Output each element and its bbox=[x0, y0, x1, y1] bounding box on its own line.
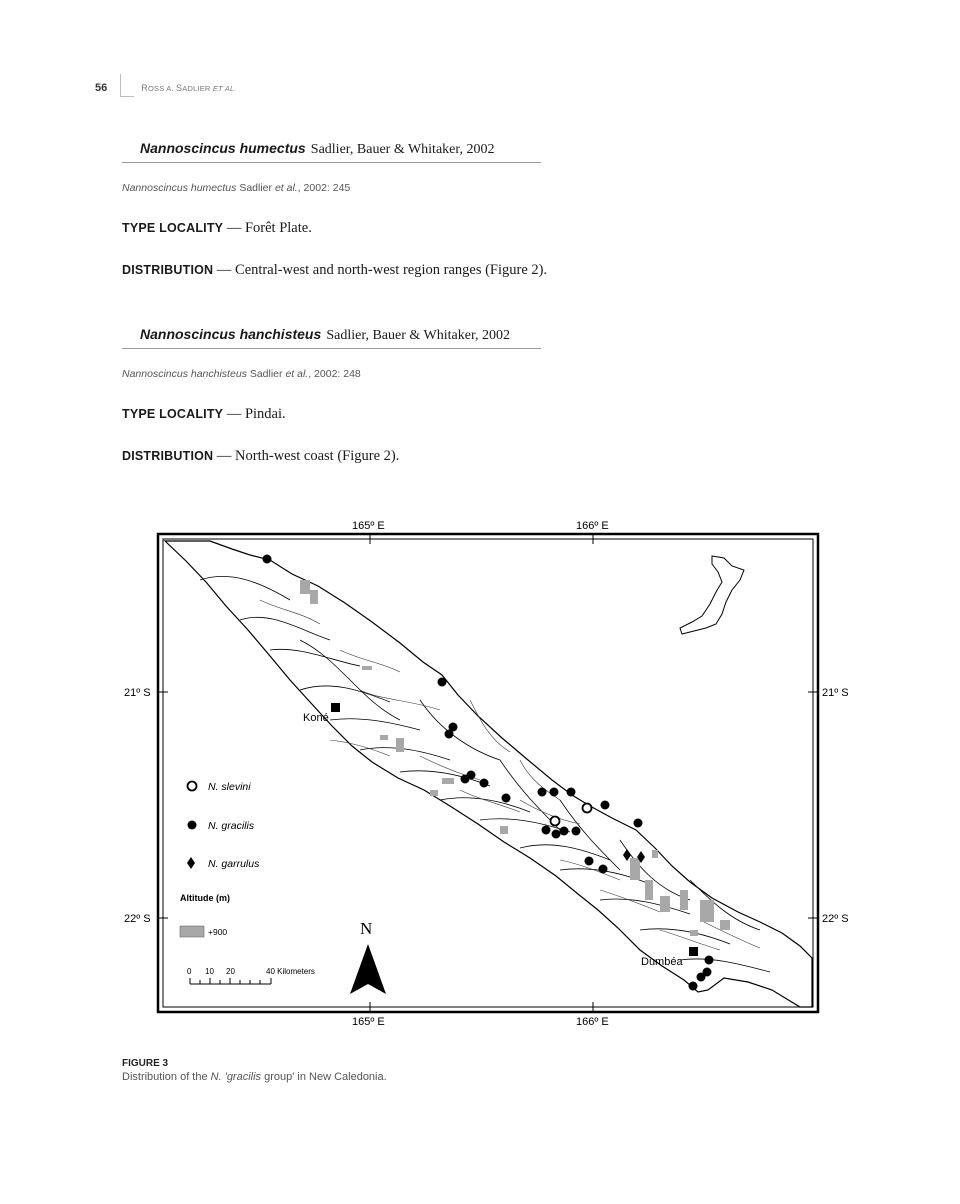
citation-humectus bbox=[122, 182, 350, 194]
running-head-last: ADLIER bbox=[182, 84, 211, 93]
figure-label: FIGURE 3 bbox=[122, 1058, 169, 1069]
gracilis-record bbox=[572, 827, 581, 836]
north-label: N bbox=[360, 919, 373, 938]
tick-label-right: 21º S bbox=[822, 687, 849, 699]
scale-label: 40 Kilometers bbox=[266, 967, 315, 976]
citation-author: Sadlier bbox=[246, 368, 286, 380]
running-head bbox=[141, 83, 236, 93]
species-heading-hanchisteus bbox=[122, 324, 541, 349]
type-locality-label: TYPE LOCALITY bbox=[122, 407, 224, 421]
citation-etal: et al. bbox=[274, 182, 298, 194]
gracilis-record bbox=[502, 794, 511, 803]
caption-text-a: Distribution of the bbox=[122, 1071, 211, 1083]
caption-text-b: group' in New Caledonia. bbox=[261, 1071, 387, 1083]
legend-gracilis-symbol bbox=[188, 821, 197, 830]
gracilis-record bbox=[697, 973, 706, 982]
tick-label-top: 165º E bbox=[352, 520, 385, 532]
gracilis-record bbox=[542, 826, 551, 835]
tick-label-bottom: 165º E bbox=[352, 1016, 385, 1028]
citation-name: Nannoscincus hanchisteus bbox=[122, 368, 247, 380]
slevini-record bbox=[583, 804, 592, 813]
figure-caption-text bbox=[122, 1071, 387, 1083]
tick-label-left: 21º S bbox=[124, 687, 151, 699]
distribution-label: DISTRIBUTION bbox=[122, 263, 214, 277]
citation-name: Nannoscincus humectus bbox=[122, 182, 237, 194]
place-label-kone: Koné bbox=[303, 712, 329, 724]
type-locality-text: — Pindai. bbox=[223, 406, 286, 422]
distribution-hanchisteus bbox=[122, 448, 399, 465]
gracilis-record bbox=[467, 771, 476, 780]
page-header bbox=[95, 78, 237, 98]
header-rule bbox=[120, 74, 121, 96]
type-locality-text: — Forêt Plate. bbox=[223, 220, 312, 236]
tick-label-top: 166º E bbox=[576, 520, 609, 532]
gracilis-record bbox=[567, 788, 576, 797]
legend-altitude-title: Altitude (m) bbox=[180, 893, 230, 903]
gracilis-record bbox=[438, 678, 447, 687]
citation-author: Sadlier bbox=[236, 182, 275, 194]
page-number: 56 bbox=[95, 82, 108, 94]
running-head-etal: ET AL. bbox=[210, 84, 237, 93]
gracilis-record bbox=[689, 982, 698, 991]
citation-page: , 2002: 248 bbox=[308, 368, 361, 380]
distribution-label: DISTRIBUTION bbox=[122, 449, 214, 463]
type-locality-humectus bbox=[122, 220, 312, 237]
gracilis-record bbox=[538, 788, 547, 797]
legend-altitude-value: +900 bbox=[208, 927, 228, 937]
running-head-first: OSS A. bbox=[147, 84, 177, 93]
gracilis-record bbox=[585, 857, 594, 866]
distribution-text: — North-west coast (Figure 2). bbox=[213, 448, 400, 464]
slevini-record bbox=[551, 817, 560, 826]
gracilis-record bbox=[552, 830, 561, 839]
distribution-text: — Central-west and north-west region ranges (Figure 2). bbox=[213, 262, 548, 278]
gracilis-record bbox=[263, 555, 272, 564]
species-authority: Sadlier, Bauer & Whitaker, 2002 bbox=[326, 328, 511, 343]
type-locality-hanchisteus bbox=[122, 406, 286, 423]
species-name: Nannoscincus humectus bbox=[140, 140, 306, 156]
gracilis-record bbox=[480, 779, 489, 788]
gracilis-record bbox=[705, 956, 714, 965]
tick-label-left: 22º S bbox=[124, 913, 151, 925]
legend-garrulus-label: N. garrulus bbox=[208, 858, 260, 870]
tick-label-right: 22º S bbox=[822, 913, 849, 925]
scale-label: 10 bbox=[205, 967, 214, 976]
scale-label: 20 bbox=[226, 967, 235, 976]
town-marker-dumbea bbox=[689, 947, 698, 956]
town-marker-kone bbox=[331, 703, 340, 712]
scale-label: 0 bbox=[187, 967, 192, 976]
gracilis-record bbox=[634, 819, 643, 828]
gracilis-record bbox=[599, 865, 608, 874]
gracilis-record bbox=[445, 730, 454, 739]
legend-altitude-swatch bbox=[180, 926, 204, 937]
distribution-map bbox=[110, 510, 870, 1030]
legend-slevini-label: N. slevini bbox=[208, 781, 251, 793]
distribution-humectus bbox=[122, 262, 547, 279]
running-head-initial: R bbox=[141, 83, 148, 93]
figure-caption bbox=[122, 1058, 387, 1083]
species-heading-humectus bbox=[122, 138, 541, 163]
gracilis-record bbox=[560, 827, 569, 836]
legend-slevini-symbol bbox=[188, 782, 197, 791]
gracilis-record bbox=[550, 788, 559, 797]
place-label-dumbea: Dumbéa bbox=[641, 956, 683, 968]
type-locality-label: TYPE LOCALITY bbox=[122, 221, 224, 235]
species-authority: Sadlier, Bauer & Whitaker, 2002 bbox=[310, 142, 495, 157]
caption-text-italic: N. 'gracilis bbox=[210, 1071, 262, 1083]
citation-etal: et al. bbox=[285, 368, 309, 380]
legend-gracilis-label: N. gracilis bbox=[208, 820, 255, 832]
species-name: Nannoscincus hanchisteus bbox=[140, 326, 322, 342]
header-rule-horizontal bbox=[120, 96, 134, 97]
citation-page: , 2002: 245 bbox=[297, 182, 351, 194]
tick-label-bottom: 166º E bbox=[576, 1016, 609, 1028]
gracilis-record bbox=[601, 801, 610, 810]
running-head-s: S bbox=[176, 83, 183, 93]
citation-hanchisteus bbox=[122, 368, 361, 380]
